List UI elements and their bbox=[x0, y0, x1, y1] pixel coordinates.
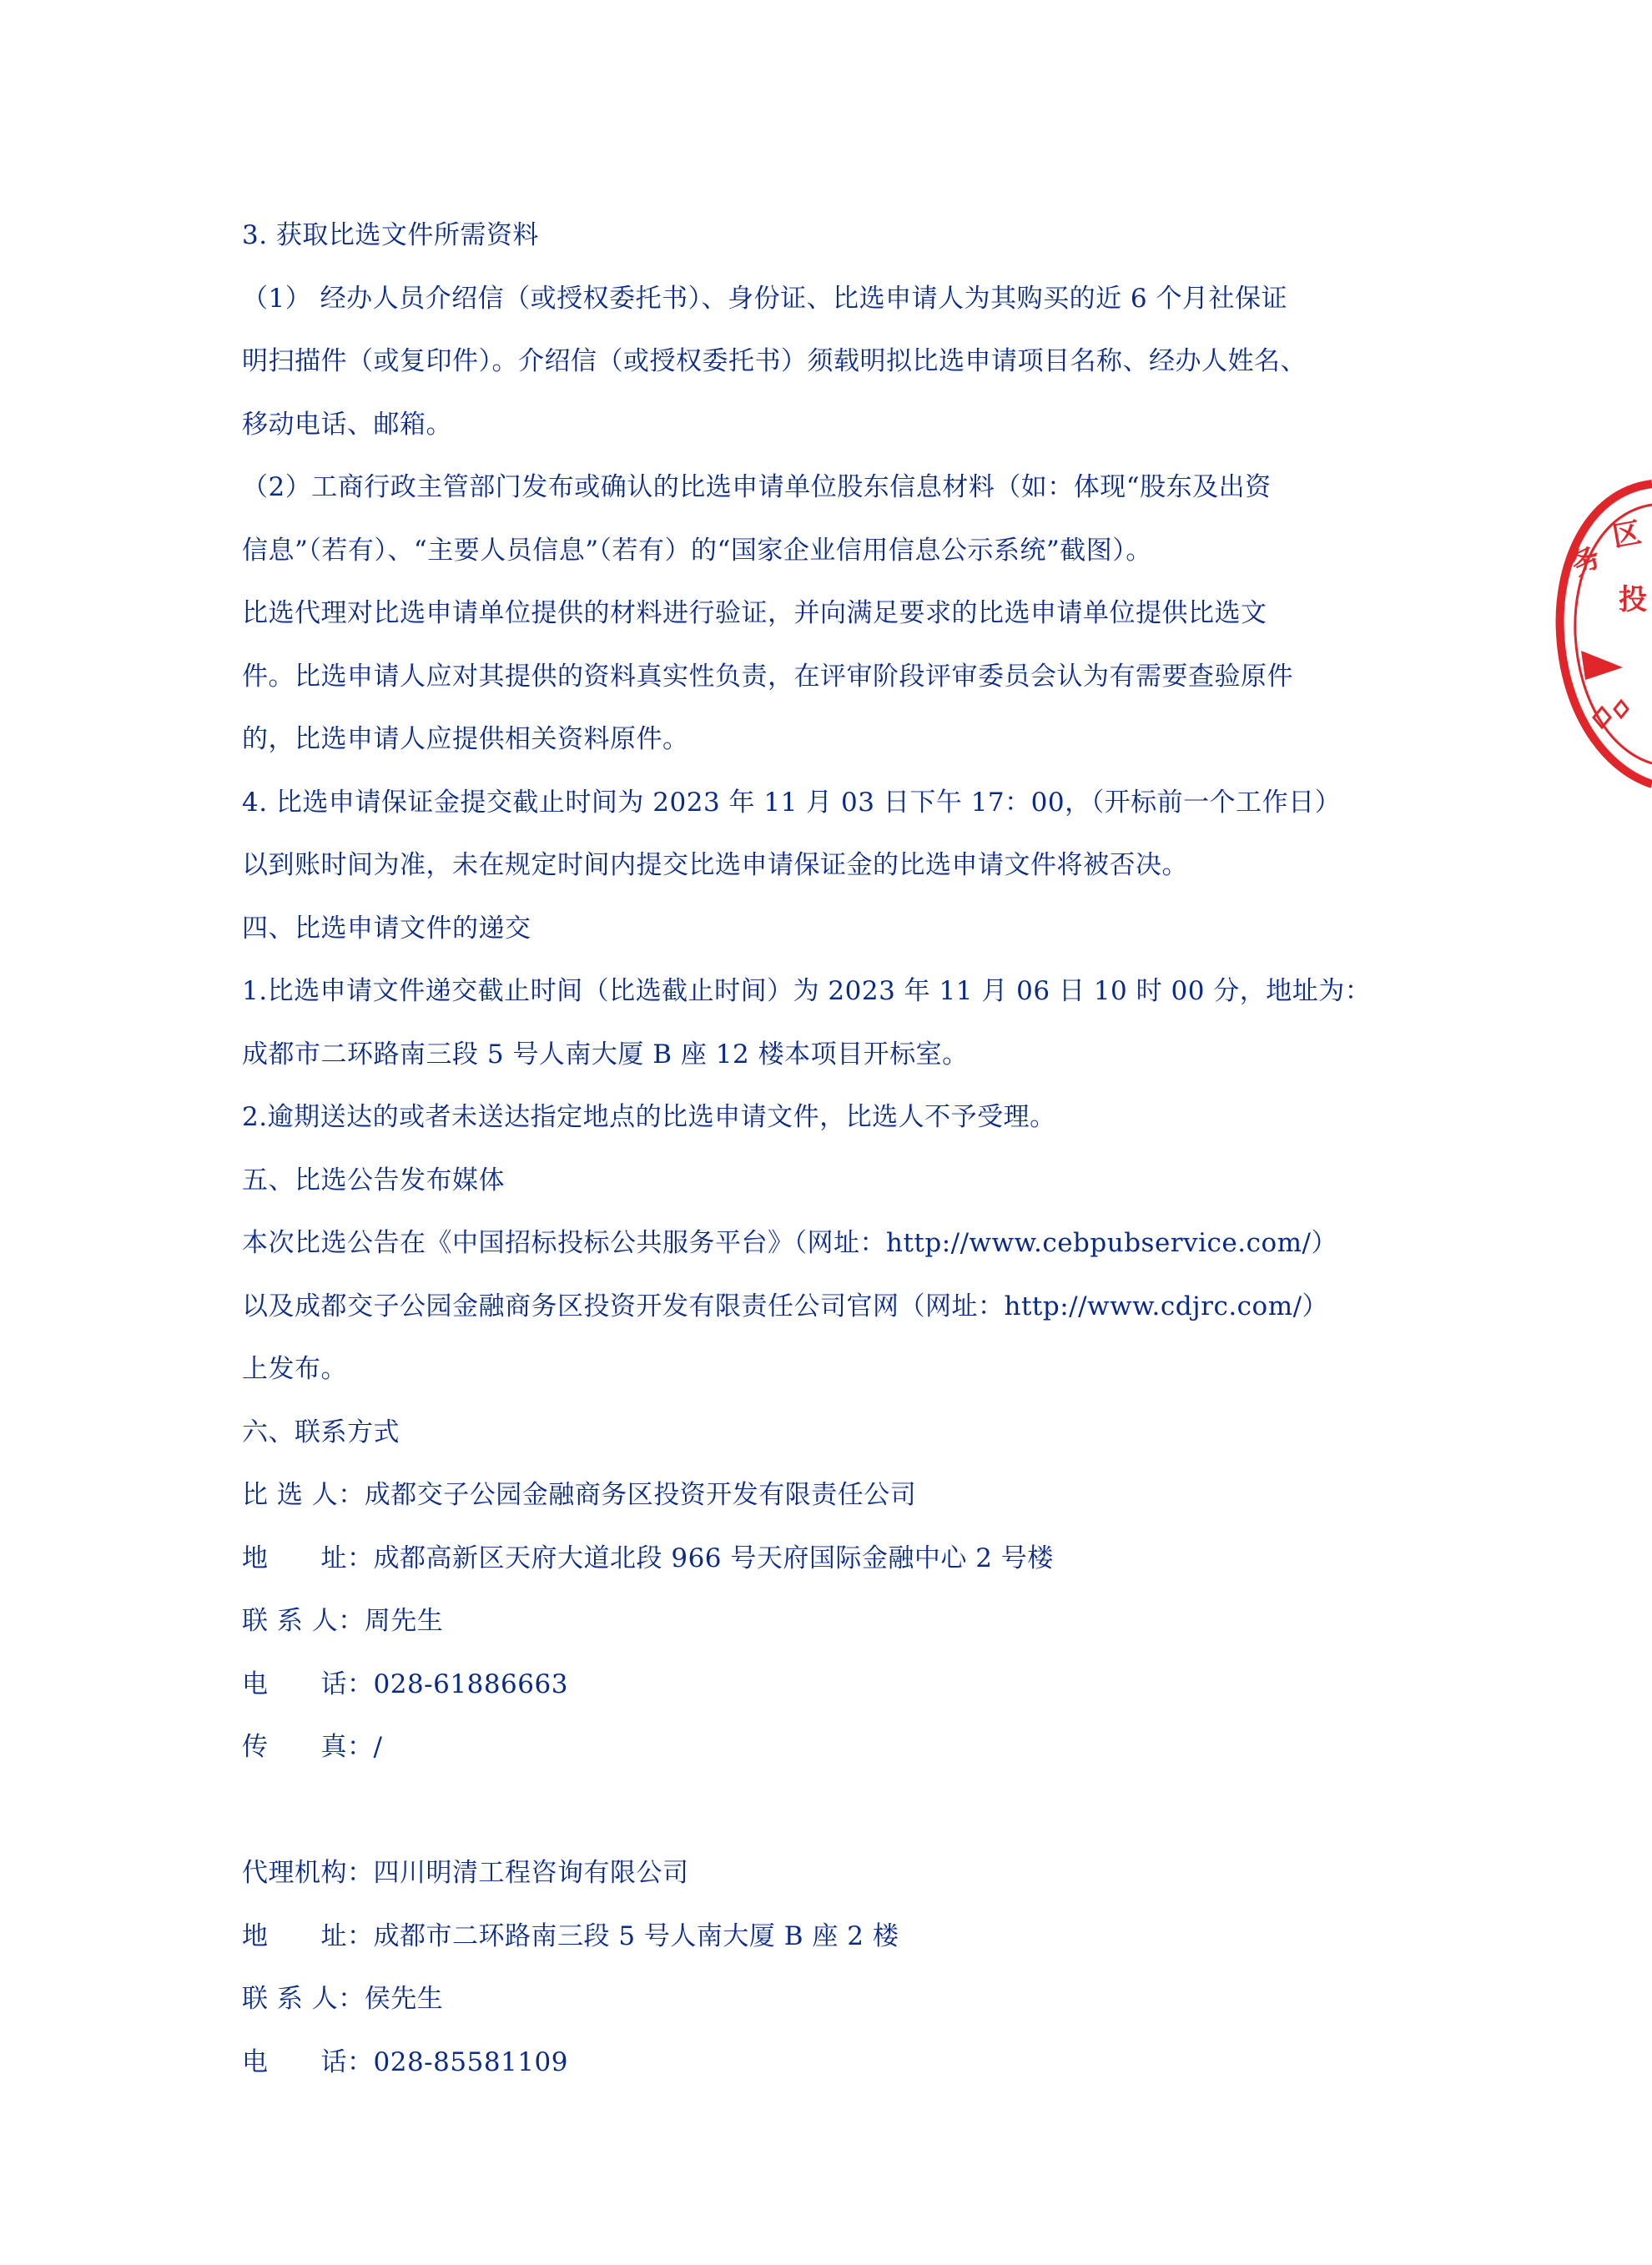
contact-selector: 比 选 人：成都交子公园金融商务区投资开发有限责任公司 bbox=[242, 1480, 917, 1510]
paragraph-line: 的，比选申请人应提供相关资料原件。 bbox=[242, 724, 689, 754]
contact-address: 地 址：成都高新区天府大道北段 966 号天府国际金融中心 2 号楼 bbox=[242, 1543, 1054, 1573]
contact-person: 联 系 人：周先生 bbox=[242, 1606, 444, 1636]
paragraph-line: 明扫描件（或复印件）。介绍信（或授权委托书）须载明拟比选申请项目名称、经办人姓名、 bbox=[242, 346, 1307, 376]
paragraph-line: 上发布。 bbox=[242, 1354, 347, 1384]
section-heading-3: 3. 获取比选文件所需资料 bbox=[242, 220, 539, 250]
agent-phone: 电 话：028-85581109 bbox=[242, 2046, 568, 2077]
contact-phone: 电 话：028-61886663 bbox=[242, 1669, 568, 1699]
document-body bbox=[242, 204, 1372, 2094]
company-seal bbox=[1535, 467, 1652, 801]
paragraph-line: 信息”（若有）、“主要人员信息”（若有）的“国家企业信用信息公示系统”截图）。 bbox=[242, 535, 1152, 566]
paragraph-line: 本次比选公告在《中国招标投标公共服务平台》（网址：http://www.cebpubservice.com/） bbox=[242, 1228, 1337, 1258]
paragraph-line: 移动电话、邮箱。 bbox=[242, 409, 452, 440]
svg-text:区: 区 bbox=[1609, 516, 1644, 554]
paragraph-line: 4. 比选申请保证金提交截止时间为 2023 年 11 月 03 日下午 17：00，（开标前一个工作日） bbox=[242, 787, 1342, 818]
svg-text:投: 投 bbox=[1619, 583, 1647, 617]
paragraph-line: （2）工商行政主管部门发布或确认的比选申请单位股东信息材料（如：体现“股东及出资 bbox=[242, 472, 1272, 502]
agent-person: 联 系 人：侯先生 bbox=[242, 1984, 444, 2014]
agent-address: 地 址：成都市二环路南三段 5 号人南大厦 B 座 2 楼 bbox=[242, 1920, 899, 1951]
contact-fax: 传 真：/ bbox=[242, 1732, 383, 1762]
section-heading-6: 六、联系方式 bbox=[242, 1417, 400, 1447]
paragraph-line: 件。比选申请人应对其提供的资料真实性负责，在评审阶段评审委员会认为有需要查验原件 bbox=[242, 661, 1293, 692]
paragraph-line: 成都市二环路南三段 5 号人南大厦 B 座 12 楼本项目开标室。 bbox=[242, 1039, 969, 1070]
section-heading-5: 五、比选公告发布媒体 bbox=[242, 1165, 505, 1195]
paragraph-line: 比选代理对比选申请单位提供的材料进行验证，并向满足要求的比选申请单位提供比选文 bbox=[242, 598, 1267, 628]
svg-text:务: 务 bbox=[1565, 540, 1606, 583]
paragraph-line: 1.比选申请文件递交截止时间（比选截止时间）为 2023 年 11 月 06 日 10 时 00 分，地址为： bbox=[242, 976, 1372, 1006]
paragraph-line: 以到账时间为准，未在规定时间内提交比选申请保证金的比选申请文件将被否决。 bbox=[242, 850, 1188, 880]
spacer bbox=[242, 1779, 1360, 1843]
paragraph-line: 以及成都交子公园金融商务区投资开发有限责任公司官网（网址：http://www.cdjrc.com/） bbox=[242, 1291, 1329, 1321]
agent-name: 代理机构：四川明清工程咨询有限公司 bbox=[242, 1858, 689, 1888]
paragraph-line: 2.逾期送达的或者未送达指定地点的比选申请文件，比选人不予受理。 bbox=[242, 1102, 1056, 1132]
section-heading-4: 四、比选申请文件的递交 bbox=[242, 913, 531, 944]
paragraph-line: （1） 经办人员介绍信（或授权委托书）、身份证、比选申请人为其购买的近 6 个月社保证 bbox=[242, 283, 1288, 314]
